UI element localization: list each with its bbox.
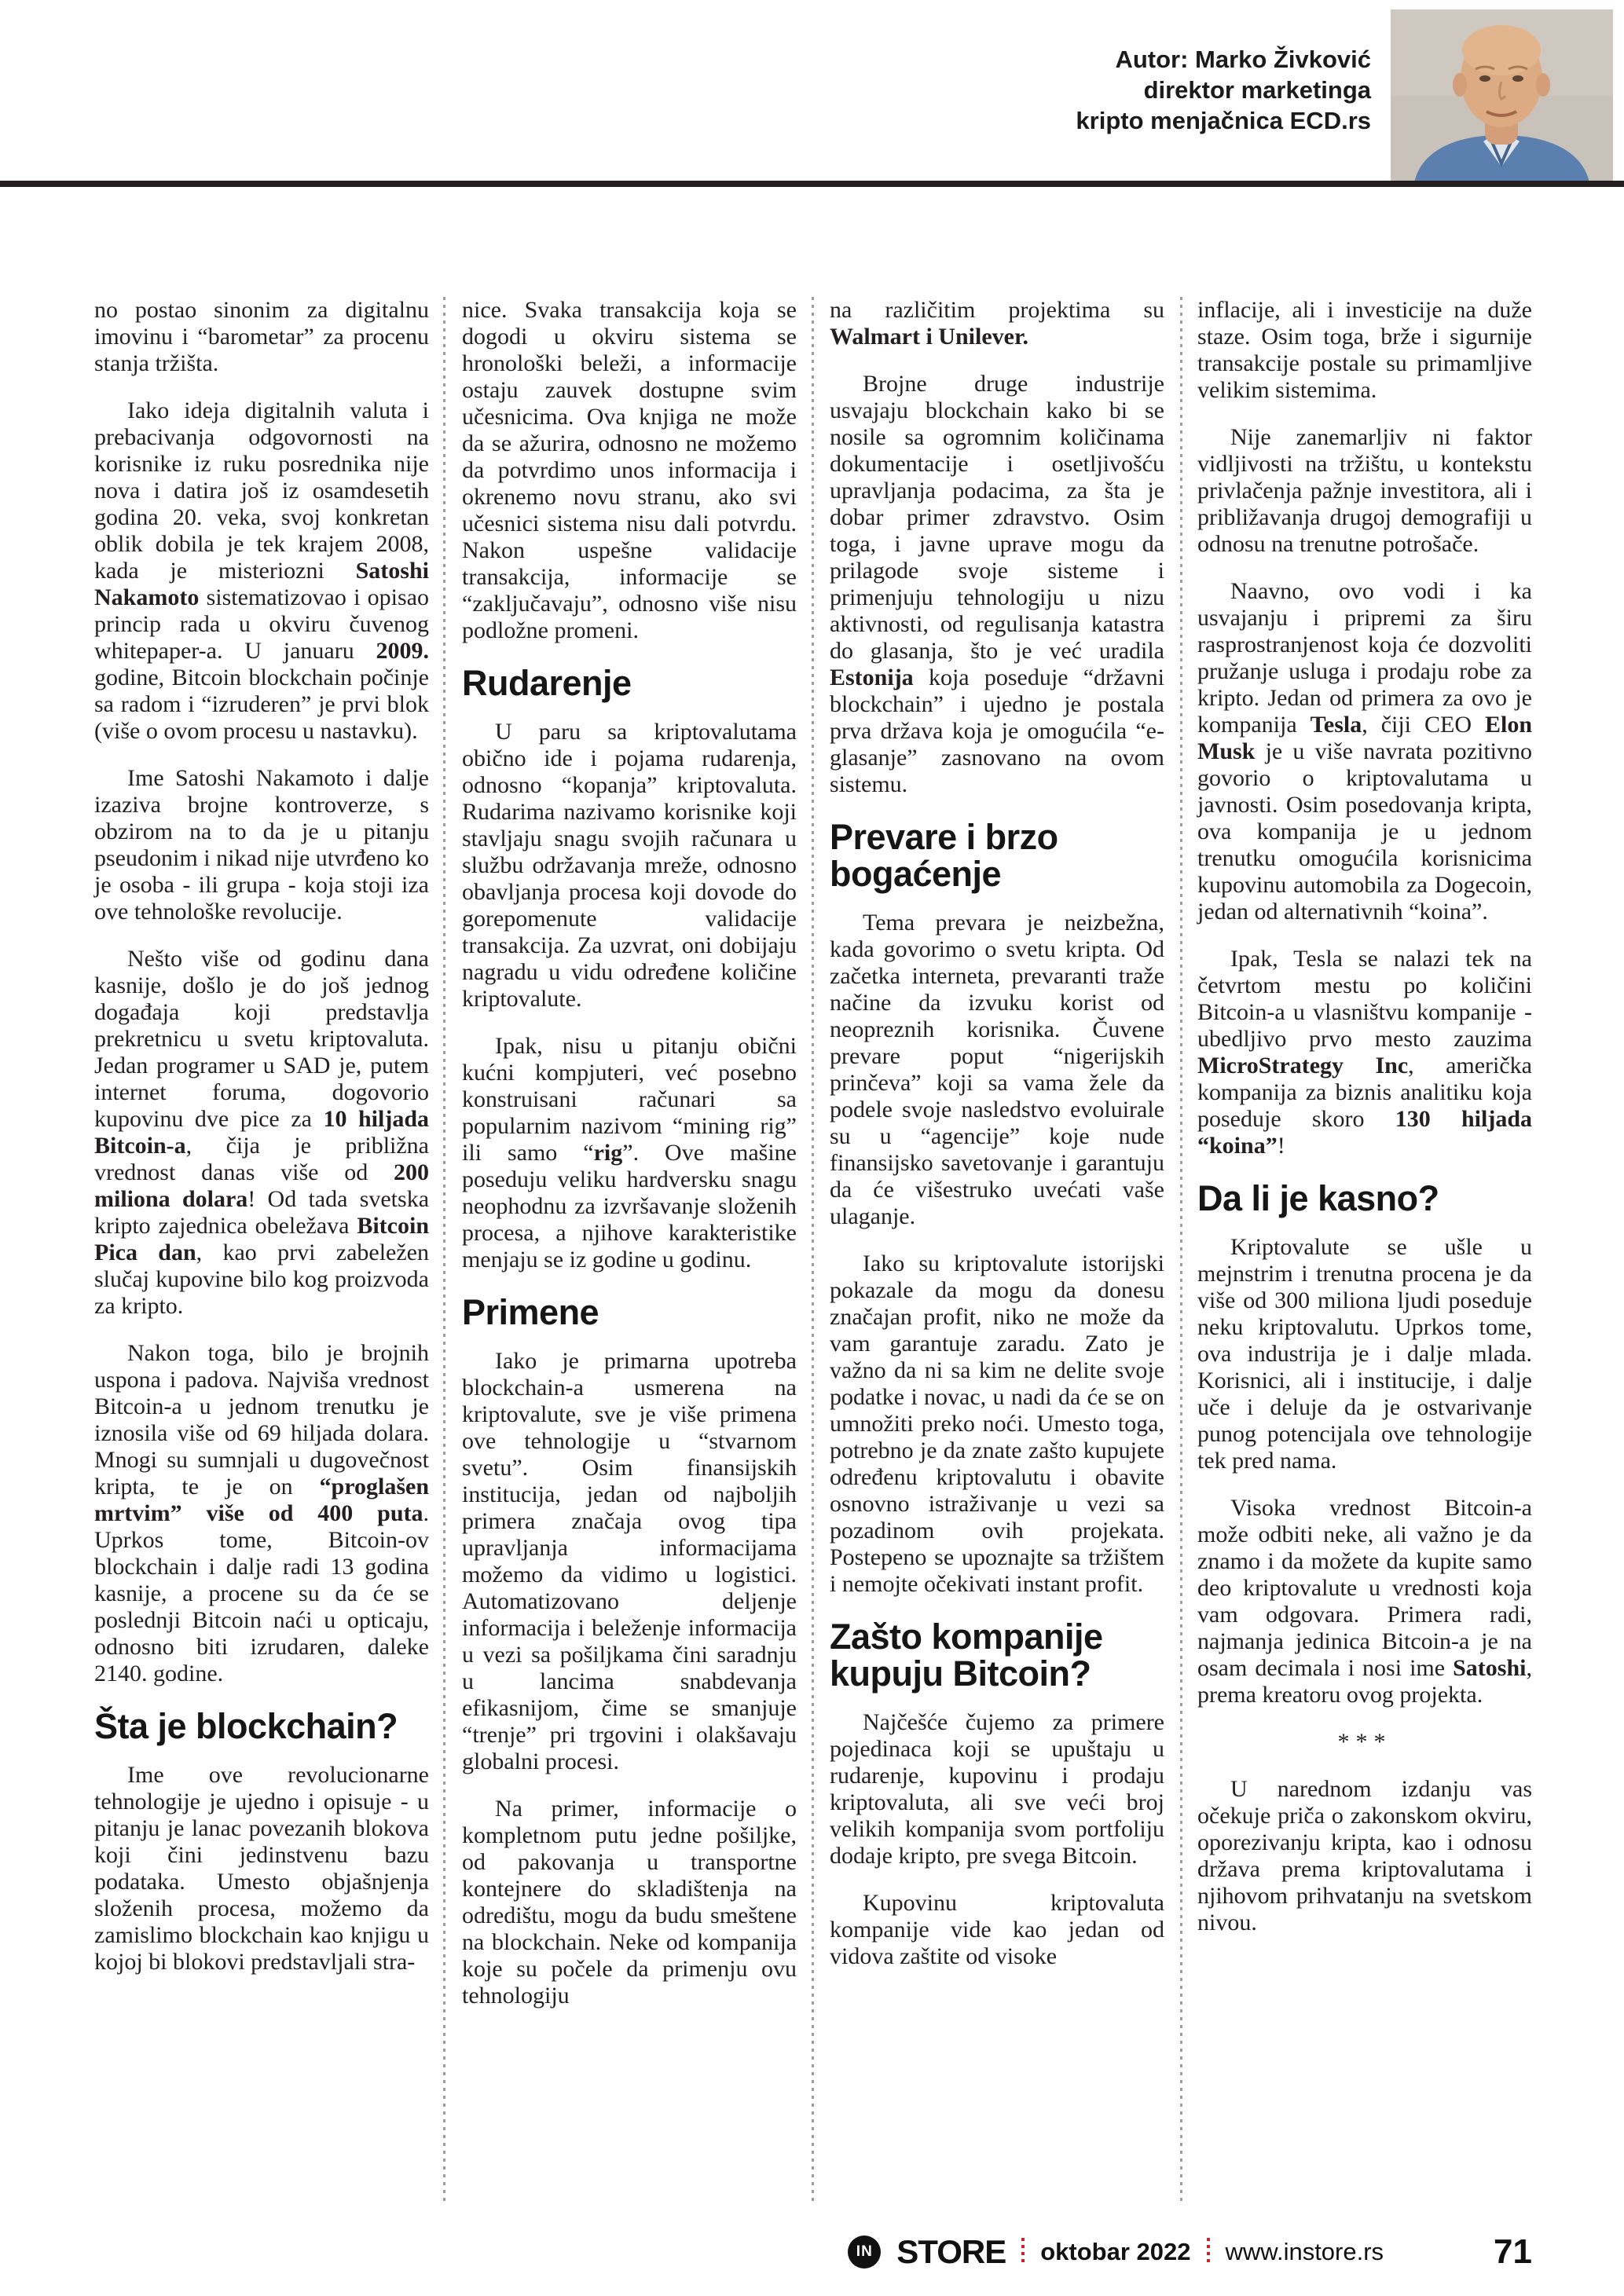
author-name: Autor: Marko Živković xyxy=(1115,46,1371,73)
page-number: 71 xyxy=(1494,2232,1532,2271)
page-footer xyxy=(0,2232,1532,2272)
column-4 xyxy=(1197,297,1532,2030)
paragraph: Visoka vrednost Bitcoin-a može odbiti neke, ali važno je da znamo i da možete da kupite samo deo kriptovalute u vrednosti koja vam odgovara. Primera radi, najmanja jedinica Bitcoin-a je na osam decimala i nosi ime Satoshi, prema kreatoru ovog projekta. xyxy=(1197,1495,1532,1708)
paragraph: Nije zanemarljiv ni faktor vidljivosti na tržištu, u kontekstu privlačenja pažnje investitora, ali i približavanja drugoj demografiji u odnosu na trenutne potrošače. xyxy=(1197,424,1532,557)
column-divider xyxy=(812,297,814,2201)
paragraph: Naavno, ovo vodi i ka usvajanju i pripremi za širu rasprostranjenost koja će dozvoliti pružanje usluga i prodaju robe za kripto. Jedan od primera za ovo je kompanija Tesla, čiji CEO Elon Musk je u više navrata pozitivno govorio o kriptovalutama u javnosti. Osim posedovanja kripta, ova kompanija je u jednom trenutku omogućila korisnicima kupovinu automobila za Dogecoin, jedan od alternativnih “koina”. xyxy=(1197,578,1532,925)
section-heading: Da li je kasno? xyxy=(1197,1178,1439,1218)
paragraph: Iako ideja digitalnih valuta i prebacivanja odgovornosti na korisnike iz ruku posrednika nije nova i datira još iz osamdesetih godina 20. veka, svoj konkretan oblik dobila je tek krajem 2008, kada je misteriozni Satoshi Nakamoto sistematizovao i opisao princip rada u okviru čuvenog whitepaper-a. U januaru 2009. godine, Bitcoin blockchain počinje sa radom i “izruderen” je prvi blok (više o ovom procesu u nastavku). xyxy=(94,397,429,744)
section-heading: Zašto kompanije kupuju Bitcoin? xyxy=(830,1617,1103,1694)
author-photo xyxy=(1391,9,1613,182)
section-heading: Prevare i brzo bogaćenje xyxy=(830,817,1058,894)
paragraph: Brojne druge industrije usvajaju blockchain kako bi se nosile sa ogromnim količinama dokumentacije i osetljivošću upravljanja podacima, za šta je dobar primer zdravstvo. Osim toga, i javne uprave mogu da prilagode svoje sisteme i primenjuju tehnologiju u nizu aktivnosti, od regulisanja katastra do glasanja, što je već uradila Estonija koja poseduje “državni blockchain” i ujedno je postala prva država koja je omogućila “e-glasanje” zasnovano na ovom sistemu. xyxy=(830,371,1164,797)
paragraph: Kriptovalute se ušle u mejnstrim i trenutna procena je da više od 300 miliona ljudi poseduje neku kriptovalutu. Uprkos tome, ova industrija je i dalje mlada. Korisnici, ali i institucije, i dalje uče i deluje da je ostvarivanje punog potencijala ove tehnologije tek pred nama. xyxy=(1197,1234,1532,1474)
footer-brand: STORE xyxy=(896,2233,1006,2270)
paragraph: na različitim projektima su Walmart i Unilever. xyxy=(830,297,1164,350)
section-heading: Primene xyxy=(462,1292,599,1332)
paragraph: Ime Satoshi Nakamoto i dalje izaziva brojne kontroverze, s obzirom na to da je u pitanju pseudonim i nikad nije utvrđeno ko je osoba - ili grupa - koja stoji iza ove tehnološke revolucije. xyxy=(94,765,429,925)
section-heading: Rudarenje xyxy=(462,663,632,703)
header-rule xyxy=(0,181,1624,187)
paragraph: Na primer, informacije o kompletnom putu jedne pošiljke, od pakovanja u transportne kontejnere do skladištenja na odredištu, mogu da budu smeštene na blockchain. Neke od kompanija koje su počele da primenju ovu tehnologiju xyxy=(462,1796,797,2009)
column-divider xyxy=(1180,297,1182,2201)
author-company: kripto menjačnica ECD.rs xyxy=(1076,107,1371,134)
paragraph: Ipak, nisu u pitanju obični kućni kompjuteri, već posebno konstruisani računari sa popularnim nazivom “mining rig” ili samo “rig”. Ove mašine poseduju veliku hardversku snagu neophodnu za izvršavanje složenih procesa, a njihove karakteristike menjaju se iz godine u godinu. xyxy=(462,1033,797,1273)
footer-separator-icon xyxy=(1021,2238,1025,2266)
paragraph: Nešto više od godinu dana kasnije, došlo je do još jednog događaja koji predstavlja prekretnicu u svetu kriptovaluta. Jedan programer u SAD je, putem internet foruma, dogovorio kupovinu dve pice za 10 hiljada Bitcoin-a, čija je približna vrednost danas više od 200 miliona dolara! Od tada svetska kripto zajednica obeležava Bitcoin Pica dan, kao prvi zabeležen slučaj kupovine bilo kog proizvoda za kripto. xyxy=(94,946,430,1319)
column-divider xyxy=(443,297,445,2201)
author-photo-image xyxy=(1391,9,1613,182)
paragraph: Iako su kriptovalute istorijski pokazale da mogu da donesu značajan profit, niko ne može da vam garantuje zaradu. Zato je važno da ni sa kim ne delite svoje podatke i novac, u nadi da će se on umnožiti preko noći. Umesto toga, potrebno je da znate zašto kupujete određenu kriptovalutu i obavite osnovno istraživanje u vezi sa pozadinom ovih projekata. Postepeno se upoznajte sa tržištem i nemojte očekivati instant profit. xyxy=(830,1251,1164,1597)
footer-issue-date: oktobar 2022 xyxy=(1040,2238,1191,2265)
paragraph: U paru sa kriptovalutama obično ide i pojama rudarenja, odnosno “kopanja” kriptovaluta. Rudarima nazivamo korisnike koji stavljaju snagu svojih računara u službu održavanja mreže, odnosno obavljanja procesa koji dovode do gorepomenute validacije transakcija. Za uzvrat, oni dobijaju nagradu u vidu određene količine kriptovalute. xyxy=(462,719,797,1012)
footer-website: www.instore.rs xyxy=(1225,2238,1384,2265)
paragraph: Tema prevara je neizbežna, kada govorimo o svetu kripta. Od začetka interneta, prevaranti traže načine da izvuku korist od neopreznih korisnika. Čuvene prevare poput “nigerijskih prinčeva” koji sa vama žele da podele svoje nasledstvo evoluirale su u “agencije” koje nude finansijsko savetovanje i garantuju da će višestruko uvećati vaše ulaganje. xyxy=(830,910,1164,1229)
author-byline xyxy=(1076,44,1371,136)
footer-separator-icon xyxy=(1207,2238,1210,2266)
paragraph: nice. Svaka transakcija koja se dogodi u okviru sistema se hronološki beleži, a informacije ostaju zauvek dostupne svim učesnicima. Ova knjiga ne može da se ažurira, odnosno ne možemo da potvrdimo unos informacija i okrenemo novu stranu, ako svi učesnici sistema nisu dali potvrdu. Nakon uspešne validacije transakcija, informacije se “zaključavaju”, odnosno više nisu podložne promeni. xyxy=(462,297,797,643)
paragraph: Ipak, Tesla se nalazi tek na četvrtom mestu po količini Bitcoin-a u vlasništvu kompanije - ubedljivo prvo mesto zauzima MicroStrategy Inc, američka kompanija za biznis analitiku koja poseduje skoro 130 hiljada “koina”! xyxy=(1197,946,1532,1159)
section-break: *** xyxy=(1337,1729,1392,1755)
column-1 xyxy=(94,297,429,2030)
column-3 xyxy=(830,297,1164,2030)
paragraph: Nakon toga, bilo je brojnih uspona i padova. Najviša vrednost Bitcoin-a u jednom trenutku je iznosila više od 69 hiljada dolara. Mnogi su sumnjali u dugovečnost kripta, te je on “proglašen mrtvim” više od 400 puta. Uprkos tome, Bitcoin-ov blockchain i dalje radi 13 godina kasnije, a procene su da će se poslednji Bitcoin naći u opticaju, odnosno biti izrudaren, daleke 2140. godine. xyxy=(94,1340,429,1686)
paragraph: Iako je primarna upotreba blockchain-a usmerena na kriptovalute, sve je više primena ove tehnologije u “stvarnom svetu”. Osim finansijskih institucija, jedan od najboljih primera značaja ovog tipa upravljanja informacijama možemo da vidimo u logistici. Automatizovano deljenje informacija i beleženje informacija u vezi sa pošiljkama čini saradnju u lancima snabdevanja efikasnijom, čime se smanjuje “trenje” pri trgovini i olakšavaju globalni procesi. xyxy=(462,1348,797,1774)
section-heading: Šta je blockchain? xyxy=(94,1706,398,1746)
instore-logo-icon: IN xyxy=(848,2236,881,2269)
paragraph: Najčešće čujemo za primere pojedinaca koji se upuštaju u rudarenje, kupovinu i prodaju kriptovaluta, ali sve veći broj velikih kompanija svom portfoliju dodaje kripto, pre svega Bitcoin. xyxy=(830,1709,1164,1869)
paragraph: Kupovinu kriptovaluta kompanije vide kao jedan od vidova zaštite od visoke xyxy=(830,1890,1164,1969)
paragraph: no postao sinonim za digitalnu imovinu i “barometar” za procenu stanja tržišta. xyxy=(94,297,429,376)
column-2 xyxy=(462,297,797,2030)
paragraph: Ime ove revolucionarne tehnologije je ujedno i opisuje - u pitanju je lanac povezanih blokova koji čini jedinstvenu bazu podataka. Umesto objašnjenja složenih procesa, možemo da zamislimo blockchain kao knjigu u kojoj bi blokovi predstavljali stra- xyxy=(94,1762,429,1975)
paragraph: U narednom izdanju vas očekuje priča o zakonskom okviru, oporezivanju kripta, kao i odnosu država prema kriptovalutama i njihovom prihvatanju na svetskom nivou. xyxy=(1197,1776,1532,1935)
author-title: direktor marketinga xyxy=(1143,76,1371,104)
paragraph: inflacije, ali i investicije na duže staze. Osim toga, brže i sigurnije transakcije postale su primamljive velikim sistemima. xyxy=(1197,297,1532,403)
